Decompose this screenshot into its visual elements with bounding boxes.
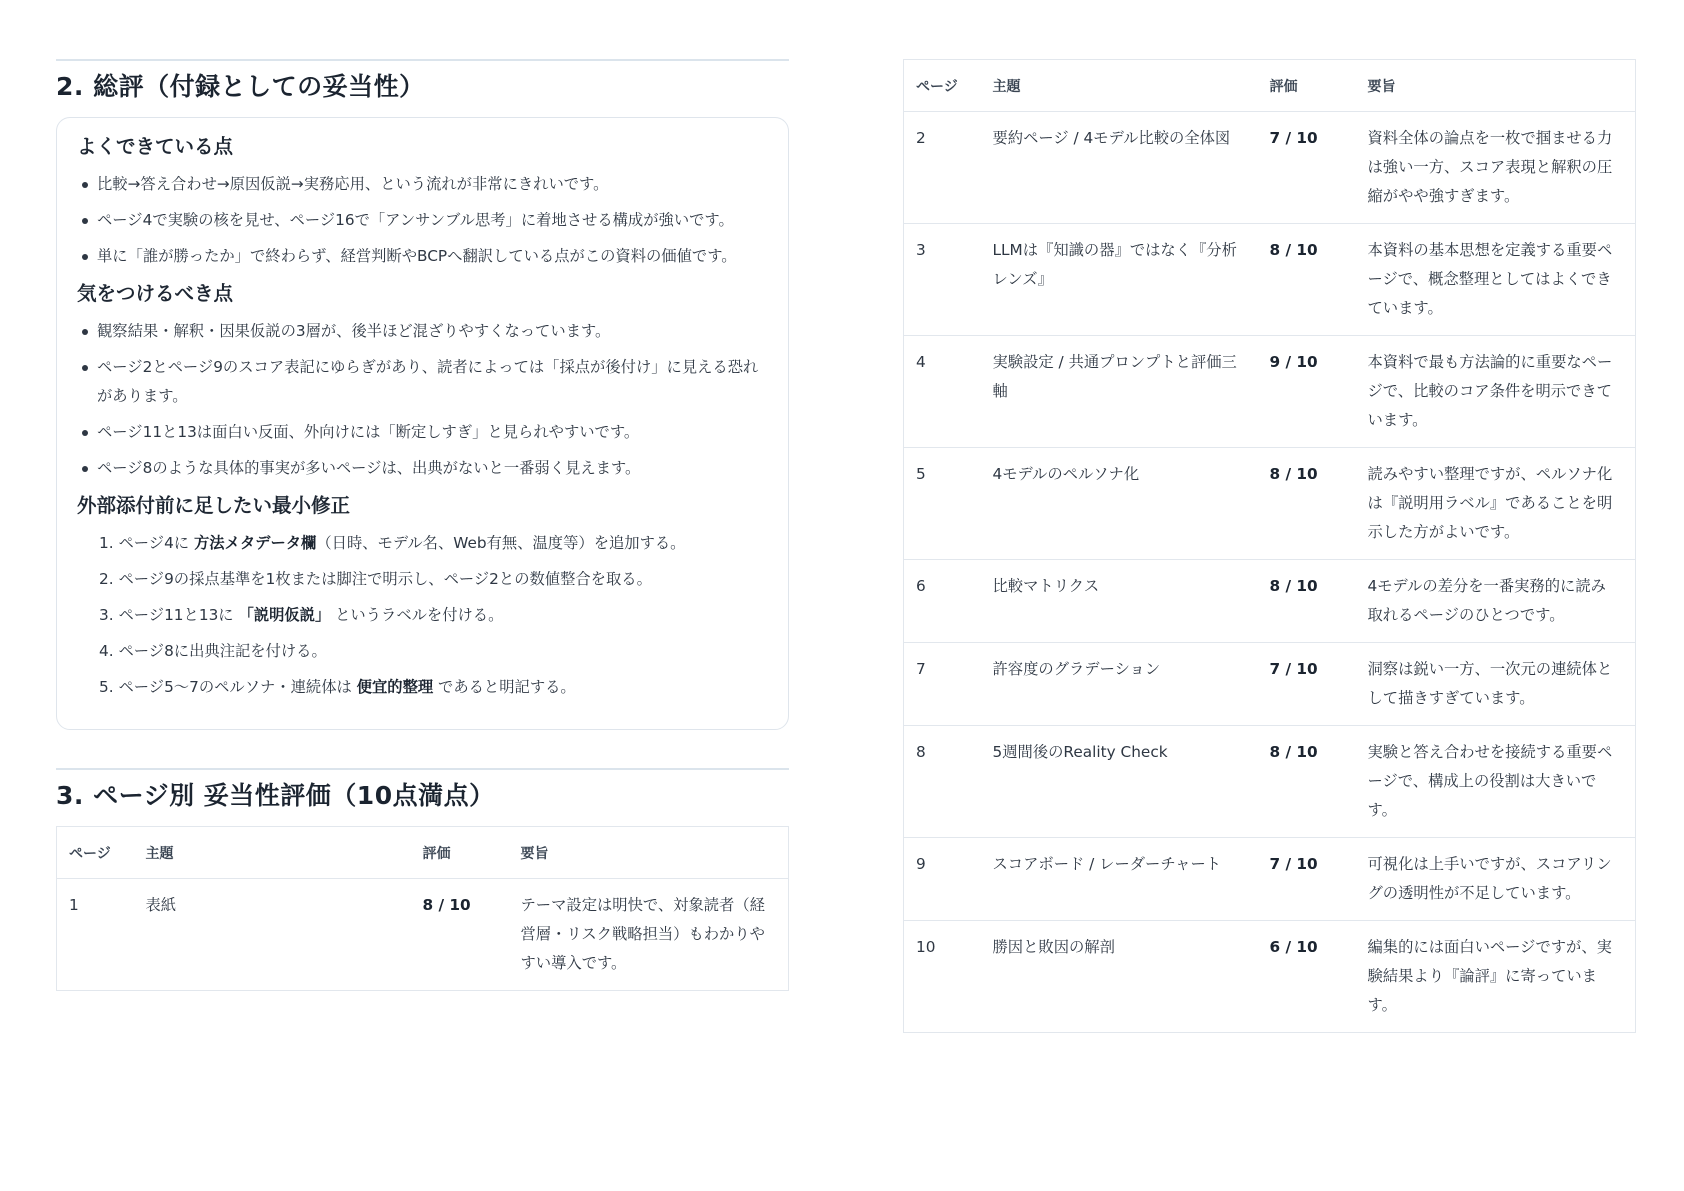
cell-score: 8 / 10: [1258, 726, 1356, 838]
list-item: 比較→答え合わせ→原因仮説→実務応用、という流れが非常にきれいです。: [77, 170, 768, 199]
cell-summary: 読みやすい整理ですが、ペルソナ化は『説明用ラベル』であることを明示した方がよいです。: [1356, 448, 1636, 560]
cell-summary: 本資料で最も方法論的に重要なページで、比較のコア条件を明示できています。: [1356, 336, 1636, 448]
cell-page: 1: [57, 879, 134, 991]
column-header-score: 評価: [411, 827, 509, 879]
list-item: [77, 673, 768, 702]
list-item: [77, 529, 768, 558]
item-number: 1.: [99, 534, 114, 552]
list-item: [77, 565, 768, 594]
cell-summary: 4モデルの差分を一番実務的に読み取れるページのひとつです。: [1356, 560, 1636, 643]
cell-summary: 資料全体の論点を一枚で掴ませる力は強い一方、スコア表現と解釈の圧縮がやや強すぎます。: [1356, 112, 1636, 224]
table-header-row: [904, 60, 1636, 112]
item-text: ページ5〜7のペルソナ・連続体は: [118, 678, 357, 696]
minimal-fixes-heading: 外部添付前に足したい最小修正: [77, 494, 351, 517]
column-header-topic: 主題: [981, 60, 1258, 112]
cell-page: 6: [904, 560, 981, 643]
list-item: ページ4で実験の核を見せ、ページ16で「アンサンブル思考」に着地させる構成が強いです。: [77, 206, 768, 235]
table-header-row: [57, 827, 789, 879]
list-item: ページ2とページ9のスコア表記にゆらぎがあり、読者によっては「採点が後付け」に見える恐れがあります。: [77, 353, 768, 411]
section-2-title: 2. 総評（付録としての妥当性）: [56, 72, 425, 101]
caution-points-list: [77, 317, 768, 483]
right-column: [903, 59, 1636, 1033]
item-number: 2.: [99, 570, 114, 588]
table-row: [904, 921, 1636, 1033]
column-header-summary: 要旨: [509, 827, 789, 879]
cell-score: 8 / 10: [1258, 224, 1356, 336]
column-header-page: ページ: [904, 60, 981, 112]
item-text: というラベルを付ける。: [330, 606, 504, 624]
cell-page: 2: [904, 112, 981, 224]
good-points-list: [77, 170, 768, 271]
column-header-page: ページ: [57, 827, 134, 879]
item-text: ページ8に出典注記を付ける。: [118, 642, 327, 660]
cell-page: 4: [904, 336, 981, 448]
table-row: [904, 336, 1636, 448]
left-column: [56, 59, 789, 991]
cell-summary: 実験と答え合わせを接続する重要ページで、構成上の役割は大きいです。: [1356, 726, 1636, 838]
section-3-header: [56, 768, 789, 814]
table-row: [904, 448, 1636, 560]
caution-points-heading: 気をつけるべき点: [77, 282, 234, 305]
cell-topic: スコアボード / レーダーチャート: [981, 838, 1258, 921]
cell-topic: 表紙: [134, 879, 411, 991]
column-header-topic: 主題: [134, 827, 411, 879]
column-header-score: 評価: [1258, 60, 1356, 112]
column-header-summary: 要旨: [1356, 60, 1636, 112]
cell-summary: 本資料の基本思想を定義する重要ページで、概念整理としてはよくできています。: [1356, 224, 1636, 336]
minimal-fixes-list: [77, 529, 768, 702]
section-3: [56, 768, 789, 991]
cell-page: 10: [904, 921, 981, 1033]
list-item: ページ8のような具体的事実が多いページは、出典がないと一番弱く見えます。: [77, 454, 768, 483]
section-3-title: 3. ページ別 妥当性評価（10点満点）: [56, 781, 495, 810]
list-item: [77, 637, 768, 666]
table-row: [57, 879, 789, 991]
cell-topic: 勝因と敗因の解剖: [981, 921, 1258, 1033]
cell-topic: 4モデルのペルソナ化: [981, 448, 1258, 560]
evaluation-table-right: [903, 59, 1636, 1033]
table-row: [904, 726, 1636, 838]
cell-score: 8 / 10: [1258, 448, 1356, 560]
cell-score: 8 / 10: [411, 879, 509, 991]
cell-topic: 比較マトリクス: [981, 560, 1258, 643]
item-number: 5.: [99, 678, 114, 696]
table-row: [904, 643, 1636, 726]
cell-summary: 編集的には面白いページですが、実験結果より『論評』に寄っています。: [1356, 921, 1636, 1033]
cell-page: 7: [904, 643, 981, 726]
cell-topic: 許容度のグラデーション: [981, 643, 1258, 726]
list-item: ページ11と13は面白い反面、外向けには「断定しすぎ」と見られやすいです。: [77, 418, 768, 447]
cell-summary: 可視化は上手いですが、スコアリングの透明性が不足しています。: [1356, 838, 1636, 921]
cell-score: 7 / 10: [1258, 112, 1356, 224]
item-text: （日時、モデル名、Web有無、温度等）を追加する。: [316, 534, 686, 552]
table-row: [904, 224, 1636, 336]
cell-topic: 実験設定 / 共通プロンプトと評価三軸: [981, 336, 1258, 448]
summary-card: [56, 117, 789, 730]
list-item: 観察結果・解釈・因果仮説の3層が、後半ほど混ざりやすくなっています。: [77, 317, 768, 346]
cell-score: 7 / 10: [1258, 838, 1356, 921]
cell-topic: 要約ページ / 4モデル比較の全体図: [981, 112, 1258, 224]
item-text: ページ4に: [118, 534, 194, 552]
table-row: [904, 560, 1636, 643]
evaluation-table-left: [56, 826, 789, 991]
cell-score: 9 / 10: [1258, 336, 1356, 448]
cell-summary: テーマ設定は明快で、対象読者（経営層・リスク戦略担当）もわかりやすい導入です。: [509, 879, 789, 991]
table-row: [904, 112, 1636, 224]
list-item: 単に「誰が勝ったか」で終わらず、経営判断やBCPへ翻訳している点がこの資料の価値です。: [77, 242, 768, 271]
item-text: ページ9の採点基準を1枚または脚注で明示し、ページ2との数値整合を取る。: [118, 570, 652, 588]
cell-score: 7 / 10: [1258, 643, 1356, 726]
item-number: 4.: [99, 642, 114, 660]
cell-summary: 洞察は鋭い一方、一次元の連続体として描きすぎています。: [1356, 643, 1636, 726]
cell-page: 3: [904, 224, 981, 336]
item-emphasis: 便宜的整理: [356, 678, 434, 696]
cell-score: 8 / 10: [1258, 560, 1356, 643]
cell-topic: LLMは『知識の器』ではなく『分析レンズ』: [981, 224, 1258, 336]
list-item: [77, 601, 768, 630]
item-text: ページ11と13に: [118, 606, 239, 624]
item-emphasis: 「説明仮説」: [238, 606, 331, 624]
item-emphasis: 方法メタデータ欄: [193, 534, 317, 552]
cell-page: 5: [904, 448, 981, 560]
table-row: [904, 838, 1636, 921]
item-number: 3.: [99, 606, 114, 624]
section-2-header: [56, 59, 789, 105]
cell-page: 8: [904, 726, 981, 838]
cell-page: 9: [904, 838, 981, 921]
cell-topic: 5週間後のReality Check: [981, 726, 1258, 838]
good-points-heading: よくできている点: [77, 135, 234, 158]
item-text: であると明記する。: [433, 678, 576, 696]
cell-score: 6 / 10: [1258, 921, 1356, 1033]
